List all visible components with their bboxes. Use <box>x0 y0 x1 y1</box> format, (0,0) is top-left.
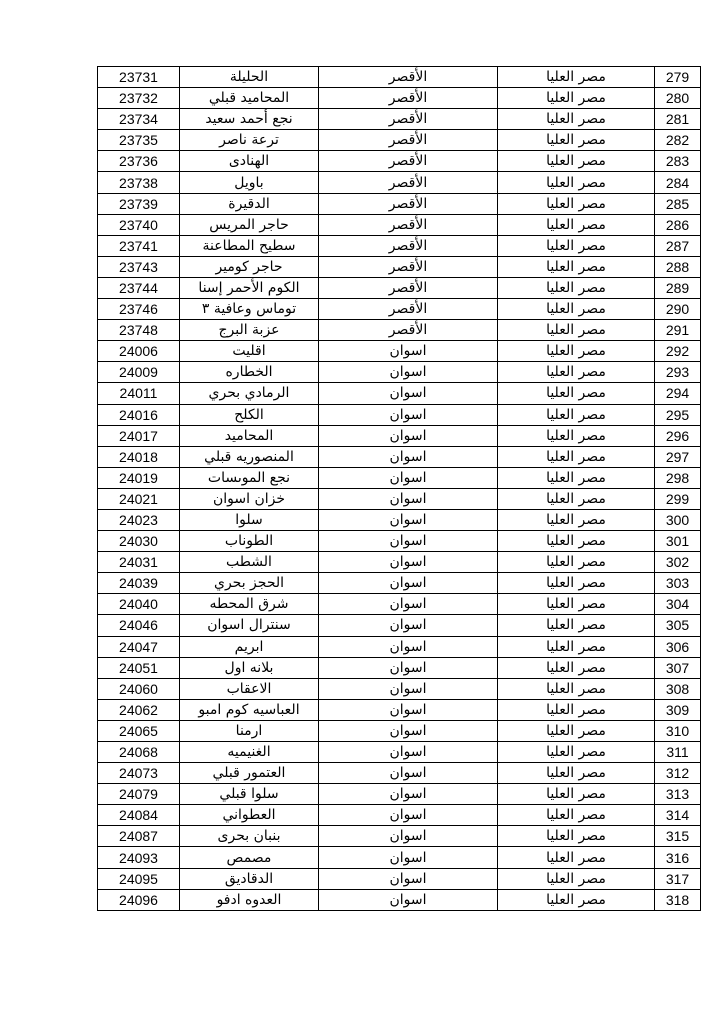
village-cell: العدوه ادفو <box>180 889 319 910</box>
village-cell: العطواني <box>180 805 319 826</box>
table-row <box>98 299 701 320</box>
village-cell: الحجز بحري <box>180 573 319 594</box>
village-cell: باويل <box>180 172 319 193</box>
governorate-cell: اسوان <box>319 573 498 594</box>
code-cell: 24011 <box>98 383 180 404</box>
governorate-cell: اسوان <box>319 531 498 552</box>
row-number-cell: 290 <box>655 299 701 320</box>
row-number-cell: 298 <box>655 467 701 488</box>
table-row <box>98 657 701 678</box>
row-number-cell: 294 <box>655 383 701 404</box>
region-cell: مصر العليا <box>498 868 655 889</box>
governorate-cell: اسوان <box>319 509 498 530</box>
code-cell: 24051 <box>98 657 180 678</box>
village-cell: ابريم <box>180 636 319 657</box>
code-cell: 24073 <box>98 763 180 784</box>
village-cell: سنترال اسوان <box>180 615 319 636</box>
region-cell: مصر العليا <box>498 151 655 172</box>
code-cell: 24009 <box>98 362 180 383</box>
village-cell: العتمور قبلي <box>180 763 319 784</box>
table-row <box>98 868 701 889</box>
table-row <box>98 172 701 193</box>
governorate-cell: اسوان <box>319 720 498 741</box>
table-row <box>98 552 701 573</box>
region-cell: مصر العليا <box>498 320 655 341</box>
village-cell: الكلح <box>180 404 319 425</box>
table-row <box>98 151 701 172</box>
code-cell: 23736 <box>98 151 180 172</box>
region-cell: مصر العليا <box>498 214 655 235</box>
village-cell: توماس وعافية ٣ <box>180 299 319 320</box>
code-cell: 24096 <box>98 889 180 910</box>
code-cell: 23740 <box>98 214 180 235</box>
region-cell: مصر العليا <box>498 531 655 552</box>
region-cell: مصر العليا <box>498 657 655 678</box>
village-cell: شرق المحطه <box>180 594 319 615</box>
village-cell: خزان اسوان <box>180 488 319 509</box>
table-row <box>98 341 701 362</box>
governorate-cell: اسوان <box>319 636 498 657</box>
code-cell: 24030 <box>98 531 180 552</box>
village-cell: عزبة البرج <box>180 320 319 341</box>
code-cell: 24079 <box>98 784 180 805</box>
village-cell: نجع الموىسات <box>180 467 319 488</box>
row-number-cell: 317 <box>655 868 701 889</box>
region-cell: مصر العليا <box>498 404 655 425</box>
region-cell: مصر العليا <box>498 720 655 741</box>
governorate-cell: الأقصر <box>319 88 498 109</box>
table-row <box>98 826 701 847</box>
table-row <box>98 699 701 720</box>
village-cell: بنبان بحرى <box>180 826 319 847</box>
governorate-cell: الأقصر <box>319 109 498 130</box>
region-cell: مصر العليا <box>498 130 655 151</box>
village-cell: حاجر كومير <box>180 256 319 277</box>
governorate-cell: اسوان <box>319 826 498 847</box>
table-row <box>98 235 701 256</box>
code-cell: 24060 <box>98 678 180 699</box>
code-cell: 24019 <box>98 467 180 488</box>
region-cell: مصر العليا <box>498 488 655 509</box>
region-cell: مصر العليا <box>498 636 655 657</box>
governorate-cell: الأقصر <box>319 320 498 341</box>
region-cell: مصر العليا <box>498 256 655 277</box>
village-cell: ارمنا <box>180 720 319 741</box>
village-cell: سطيح المطاعنة <box>180 235 319 256</box>
region-cell: مصر العليا <box>498 88 655 109</box>
governorate-cell: الأقصر <box>319 214 498 235</box>
row-number-cell: 282 <box>655 130 701 151</box>
governorate-cell: اسوان <box>319 889 498 910</box>
table-row <box>98 509 701 530</box>
region-cell: مصر العليا <box>498 699 655 720</box>
code-cell: 24040 <box>98 594 180 615</box>
governorate-cell: اسوان <box>319 657 498 678</box>
row-number-cell: 285 <box>655 193 701 214</box>
table-row <box>98 446 701 467</box>
table-row <box>98 277 701 298</box>
governorate-cell: اسوان <box>319 594 498 615</box>
region-cell: مصر العليا <box>498 341 655 362</box>
row-number-cell: 280 <box>655 88 701 109</box>
row-number-cell: 283 <box>655 151 701 172</box>
village-cell: المحاميد <box>180 425 319 446</box>
region-cell: مصر العليا <box>498 67 655 88</box>
records-table <box>97 66 701 911</box>
table-row <box>98 678 701 699</box>
governorate-cell: اسوان <box>319 699 498 720</box>
region-cell: مصر العليا <box>498 172 655 193</box>
village-cell: المحاميد قبلي <box>180 88 319 109</box>
governorate-cell: اسوان <box>319 488 498 509</box>
governorate-cell: اسوان <box>319 615 498 636</box>
row-number-cell: 287 <box>655 235 701 256</box>
governorate-cell: اسوان <box>319 763 498 784</box>
table-row <box>98 615 701 636</box>
village-cell: الخطاره <box>180 362 319 383</box>
village-cell: الشطب <box>180 552 319 573</box>
governorate-cell: الأقصر <box>319 277 498 298</box>
code-cell: 24021 <box>98 488 180 509</box>
village-cell: نجع أحمد سعيد <box>180 109 319 130</box>
table-row <box>98 193 701 214</box>
code-cell: 24065 <box>98 720 180 741</box>
row-number-cell: 299 <box>655 488 701 509</box>
region-cell: مصر العليا <box>498 467 655 488</box>
table-row <box>98 573 701 594</box>
row-number-cell: 313 <box>655 784 701 805</box>
row-number-cell: 308 <box>655 678 701 699</box>
region-cell: مصر العليا <box>498 383 655 404</box>
code-cell: 24023 <box>98 509 180 530</box>
table-row <box>98 320 701 341</box>
region-cell: مصر العليا <box>498 763 655 784</box>
table-row <box>98 362 701 383</box>
table-row <box>98 67 701 88</box>
village-cell: ترعة ناصر <box>180 130 319 151</box>
code-cell: 24093 <box>98 847 180 868</box>
region-cell: مصر العليا <box>498 509 655 530</box>
code-cell: 24016 <box>98 404 180 425</box>
row-number-cell: 291 <box>655 320 701 341</box>
code-cell: 23743 <box>98 256 180 277</box>
code-cell: 24062 <box>98 699 180 720</box>
table-row <box>98 404 701 425</box>
table-row <box>98 742 701 763</box>
table-row <box>98 425 701 446</box>
village-cell: الكوم الأحمر إسنا <box>180 277 319 298</box>
code-cell: 23732 <box>98 88 180 109</box>
governorate-cell: الأقصر <box>319 67 498 88</box>
records-table-body <box>98 67 701 911</box>
row-number-cell: 300 <box>655 509 701 530</box>
row-number-cell: 284 <box>655 172 701 193</box>
governorate-cell: اسوان <box>319 425 498 446</box>
village-cell: سلوا <box>180 509 319 530</box>
governorate-cell: الأقصر <box>319 256 498 277</box>
table-row <box>98 531 701 552</box>
village-cell: الدقاديق <box>180 868 319 889</box>
row-number-cell: 314 <box>655 805 701 826</box>
row-number-cell: 296 <box>655 425 701 446</box>
governorate-cell: اسوان <box>319 805 498 826</box>
row-number-cell: 297 <box>655 446 701 467</box>
governorate-cell: اسوان <box>319 868 498 889</box>
code-cell: 23731 <box>98 67 180 88</box>
region-cell: مصر العليا <box>498 109 655 130</box>
village-cell: مصمص <box>180 847 319 868</box>
region-cell: مصر العليا <box>498 847 655 868</box>
row-number-cell: 310 <box>655 720 701 741</box>
governorate-cell: الأقصر <box>319 130 498 151</box>
row-number-cell: 292 <box>655 341 701 362</box>
table-row <box>98 109 701 130</box>
region-cell: مصر العليا <box>498 805 655 826</box>
row-number-cell: 301 <box>655 531 701 552</box>
village-cell: الرمادي بحري <box>180 383 319 404</box>
row-number-cell: 305 <box>655 615 701 636</box>
table-row <box>98 594 701 615</box>
code-cell: 24095 <box>98 868 180 889</box>
code-cell: 24017 <box>98 425 180 446</box>
row-number-cell: 302 <box>655 552 701 573</box>
governorate-cell: الأقصر <box>319 151 498 172</box>
governorate-cell: اسوان <box>319 552 498 573</box>
table-row <box>98 636 701 657</box>
row-number-cell: 318 <box>655 889 701 910</box>
table-row <box>98 256 701 277</box>
row-number-cell: 307 <box>655 657 701 678</box>
code-cell: 24006 <box>98 341 180 362</box>
code-cell: 24084 <box>98 805 180 826</box>
code-cell: 24031 <box>98 552 180 573</box>
row-number-cell: 289 <box>655 277 701 298</box>
governorate-cell: اسوان <box>319 446 498 467</box>
code-cell: 23746 <box>98 299 180 320</box>
village-cell: العباسيه كوم امبو <box>180 699 319 720</box>
table-row <box>98 88 701 109</box>
village-cell: بلانه اول <box>180 657 319 678</box>
governorate-cell: اسوان <box>319 847 498 868</box>
village-cell: المنصوريه قبلي <box>180 446 319 467</box>
governorate-cell: اسوان <box>319 784 498 805</box>
village-cell: الدقيرة <box>180 193 319 214</box>
row-number-cell: 288 <box>655 256 701 277</box>
row-number-cell: 303 <box>655 573 701 594</box>
row-number-cell: 281 <box>655 109 701 130</box>
table-row <box>98 847 701 868</box>
governorate-cell: الأقصر <box>319 299 498 320</box>
row-number-cell: 295 <box>655 404 701 425</box>
table-row <box>98 214 701 235</box>
village-cell: الغنيميه <box>180 742 319 763</box>
region-cell: مصر العليا <box>498 826 655 847</box>
governorate-cell: الأقصر <box>319 172 498 193</box>
row-number-cell: 311 <box>655 742 701 763</box>
code-cell: 24087 <box>98 826 180 847</box>
row-number-cell: 315 <box>655 826 701 847</box>
region-cell: مصر العليا <box>498 742 655 763</box>
village-cell: الهنادى <box>180 151 319 172</box>
table-row <box>98 488 701 509</box>
code-cell: 24018 <box>98 446 180 467</box>
region-cell: مصر العليا <box>498 235 655 256</box>
code-cell: 23741 <box>98 235 180 256</box>
row-number-cell: 293 <box>655 362 701 383</box>
governorate-cell: اسوان <box>319 362 498 383</box>
region-cell: مصر العليا <box>498 193 655 214</box>
table-row <box>98 889 701 910</box>
code-cell: 24046 <box>98 615 180 636</box>
region-cell: مصر العليا <box>498 446 655 467</box>
region-cell: مصر العليا <box>498 299 655 320</box>
governorate-cell: الأقصر <box>319 235 498 256</box>
region-cell: مصر العليا <box>498 425 655 446</box>
region-cell: مصر العليا <box>498 552 655 573</box>
code-cell: 23739 <box>98 193 180 214</box>
table-row <box>98 805 701 826</box>
village-cell: الطوناب <box>180 531 319 552</box>
table-row <box>98 784 701 805</box>
governorate-cell: اسوان <box>319 742 498 763</box>
row-number-cell: 309 <box>655 699 701 720</box>
table-row <box>98 383 701 404</box>
code-cell: 23735 <box>98 130 180 151</box>
code-cell: 24039 <box>98 573 180 594</box>
governorate-cell: اسوان <box>319 404 498 425</box>
row-number-cell: 279 <box>655 67 701 88</box>
row-number-cell: 286 <box>655 214 701 235</box>
code-cell: 24068 <box>98 742 180 763</box>
region-cell: مصر العليا <box>498 362 655 383</box>
region-cell: مصر العليا <box>498 615 655 636</box>
governorate-cell: الأقصر <box>319 193 498 214</box>
region-cell: مصر العليا <box>498 678 655 699</box>
code-cell: 23748 <box>98 320 180 341</box>
region-cell: مصر العليا <box>498 784 655 805</box>
row-number-cell: 306 <box>655 636 701 657</box>
code-cell: 24047 <box>98 636 180 657</box>
region-cell: مصر العليا <box>498 277 655 298</box>
row-number-cell: 316 <box>655 847 701 868</box>
region-cell: مصر العليا <box>498 594 655 615</box>
governorate-cell: اسوان <box>319 341 498 362</box>
code-cell: 23738 <box>98 172 180 193</box>
governorate-cell: اسوان <box>319 678 498 699</box>
table-row <box>98 130 701 151</box>
governorate-cell: اسوان <box>319 467 498 488</box>
row-number-cell: 304 <box>655 594 701 615</box>
table-row <box>98 720 701 741</box>
table-row <box>98 467 701 488</box>
row-number-cell: 312 <box>655 763 701 784</box>
region-cell: مصر العليا <box>498 573 655 594</box>
code-cell: 23744 <box>98 277 180 298</box>
code-cell: 23734 <box>98 109 180 130</box>
table-row <box>98 763 701 784</box>
village-cell: سلوا قبلي <box>180 784 319 805</box>
governorate-cell: اسوان <box>319 383 498 404</box>
village-cell: الاعقاب <box>180 678 319 699</box>
village-cell: الحليلة <box>180 67 319 88</box>
village-cell: اقليت <box>180 341 319 362</box>
region-cell: مصر العليا <box>498 889 655 910</box>
village-cell: حاجر المريس <box>180 214 319 235</box>
